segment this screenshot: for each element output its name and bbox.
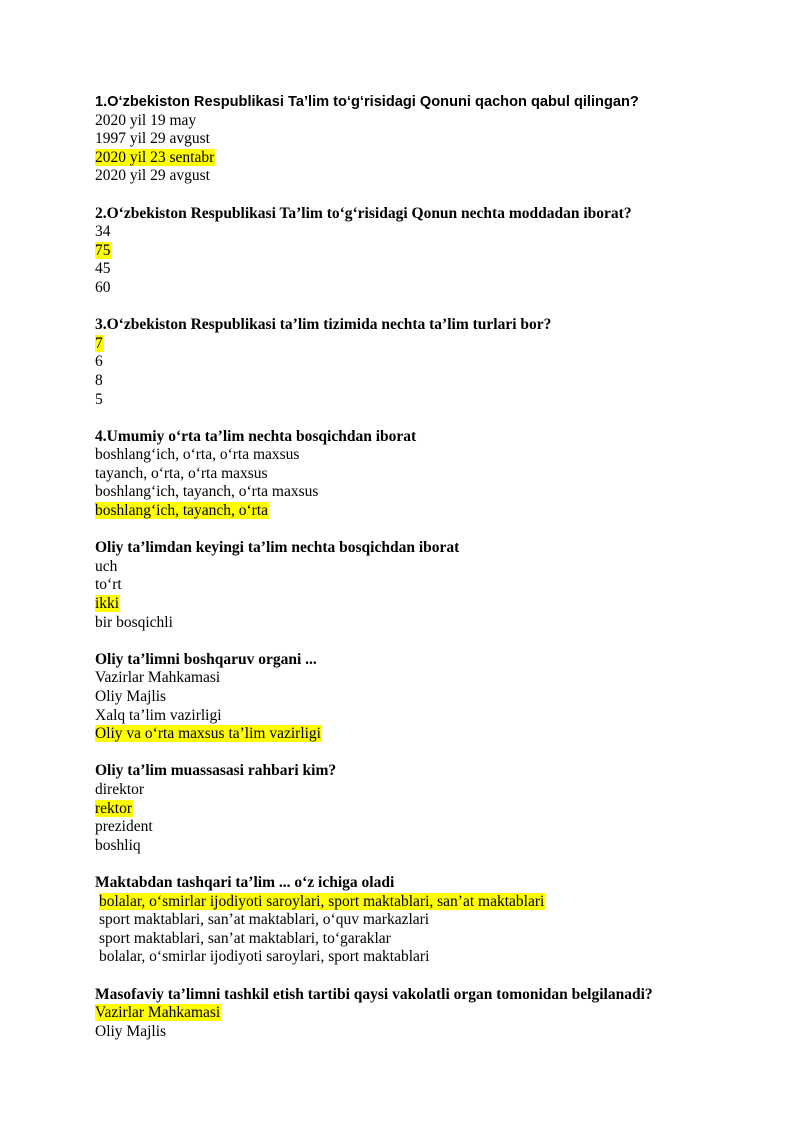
answer-option: 5 bbox=[95, 390, 103, 408]
question-title: Oliy ta’limni boshqaruv organi ... bbox=[95, 650, 317, 668]
answer-option: prezident bbox=[95, 818, 153, 836]
answer-option: bolalar, o‘smirlar ijodiyoti saroylari, sport maktablari bbox=[99, 948, 430, 966]
answer-option: direktor bbox=[95, 780, 145, 798]
question-title: 2.O‘zbekiston Respublikasi Ta’lim to‘g‘risidagi Qonun nechta moddadan iborat? bbox=[95, 204, 632, 222]
question-title: Oliy ta’lim muassasasi rahbari kim? bbox=[95, 762, 337, 780]
answer-option-correct: 2020 yil 23 sentabr bbox=[95, 148, 215, 166]
question-title: 3.O‘zbekiston Respublikasi ta’lim tizimida nechta ta’lim turlari bor? bbox=[95, 316, 552, 334]
answer-option: 2020 yil 29 avgust bbox=[95, 167, 210, 185]
answer-option: boshlang‘ich, o‘rta, o‘rta maxsus bbox=[95, 446, 300, 464]
question-title: Oliy ta’limdan keyingi ta’lim nechta bosqichdan iborat bbox=[95, 539, 460, 557]
answer-option: 45 bbox=[95, 260, 111, 278]
question-title: Masofaviy ta’limni tashkil etish tartibi qaysi vakolatli organ tomonidan belgilanadi? bbox=[95, 985, 653, 1003]
answer-option: Oliy Majlis bbox=[95, 688, 167, 705]
answer-option: tayanch, o‘rta, o‘rta maxsus bbox=[95, 464, 268, 482]
answer-option: to‘rt bbox=[95, 576, 122, 594]
question-block bbox=[95, 762, 760, 855]
answer-option-correct: Vazirlar Mahkamasi bbox=[95, 1004, 221, 1022]
answer-option: uch bbox=[95, 557, 118, 575]
answer-option: Vazirlar Mahkamasi bbox=[95, 669, 221, 687]
question-block bbox=[95, 205, 760, 298]
answer-option-correct: 7 bbox=[95, 334, 103, 352]
answer-option: 8 bbox=[95, 371, 103, 389]
question-title: Maktabdan tashqari ta’lim ... o‘z ichiga oladi bbox=[95, 873, 395, 891]
question-block bbox=[95, 93, 760, 186]
answer-option-correct: bolalar, o‘smirlar ijodiyoti saroylari, sport maktablari, san’at maktablari bbox=[99, 892, 545, 910]
answer-option: bir bosqichli bbox=[95, 613, 173, 631]
answer-option: boshliq bbox=[95, 836, 141, 854]
answer-option: sport maktablari, san’at maktablari, o‘quv markazlari bbox=[99, 911, 430, 929]
question-block bbox=[95, 874, 760, 967]
answer-option: 1997 yil 29 avgust bbox=[95, 130, 210, 148]
answer-option-correct: ikki bbox=[95, 595, 120, 613]
answer-option-correct: 75 bbox=[95, 241, 111, 259]
answer-option: 6 bbox=[95, 353, 103, 371]
question-block bbox=[95, 651, 760, 744]
question-block bbox=[95, 428, 760, 521]
answer-option: Oliy Majlis bbox=[95, 1022, 167, 1040]
answer-option-correct: boshlang‘ich, tayanch, o‘rta bbox=[95, 502, 269, 520]
answer-option: Xalq ta’lim vazirligi bbox=[95, 706, 222, 724]
question-title: 1.O‘zbekiston Respublikasi Ta’lim to‘g‘risidagi Qonuni qachon qabul qilingan? bbox=[95, 94, 639, 110]
question-block bbox=[95, 539, 760, 632]
answer-option-correct: rektor bbox=[95, 799, 133, 817]
answer-option: sport maktablari, san’at maktablari, to‘garaklar bbox=[99, 929, 391, 947]
question-block bbox=[95, 986, 760, 1042]
answer-option: 2020 yil 19 may bbox=[95, 111, 197, 129]
question-block bbox=[95, 316, 760, 409]
answer-option: 34 bbox=[95, 223, 111, 241]
answer-option: 60 bbox=[95, 278, 111, 296]
question-title: 4.Umumiy o‘rta ta’lim nechta bosqichdan iborat bbox=[95, 427, 417, 445]
answer-option: boshlang‘ich, tayanch, o‘rta maxsus bbox=[95, 483, 319, 501]
answer-option-correct: Oliy va o‘rta maxsus ta’lim vazirligi bbox=[95, 725, 321, 743]
